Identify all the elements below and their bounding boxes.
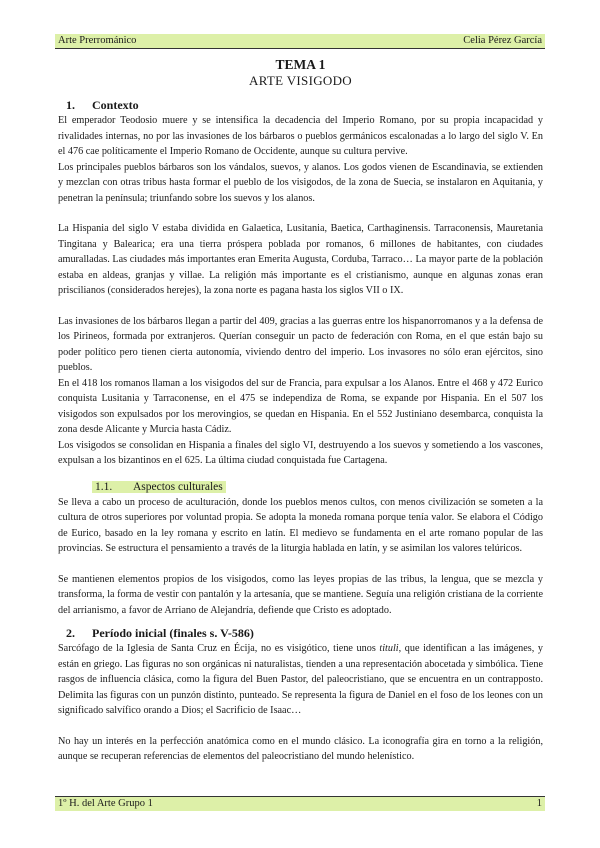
italic-term-tituli: tituli: [379, 643, 399, 654]
section-heading-contexto: [58, 98, 543, 113]
section-number: 2.: [66, 626, 75, 640]
topic-title: ARTE VISIGODO: [249, 73, 352, 88]
page-number: 1: [536, 798, 542, 809]
footer-course-group: 1º H. del Arte Grupo 1: [58, 798, 153, 809]
paragraph: El emperador Teodosio muere y se intensifica la decadencia del Imperio Romano, por su propia incapacidad y rivalidades internas, no por las invasiones de los bárbaros o pueblos germánicos escalonadas a lo largo del siglo V. En el 476 cae políticamente el Imperio Romano de Occidente, aunque su cultura pervive.: [58, 115, 543, 157]
header-author: Celia Pérez García: [463, 35, 542, 46]
page-header: [55, 34, 545, 49]
paragraph: Los principales pueblos bárbaros son los vándalos, suevos, y alanos. Los godos vienen de Escandinavia, se extienden y mezclan con otras tribus hasta formar el pueblo de los visigodos, de la zona de Suecia, se instalaron en Aquitania, y penetran la península; triunfando sobre los suevos y los alanos.: [58, 161, 543, 204]
page-footer: [55, 796, 545, 811]
paragraph: No hay un interés en la perfección anatómica como en el mundo clásico. La iconografía gira en torno a la religión, aunque se recuperan referencias de elementos del paleocristiano del mundo helenístico.: [58, 735, 543, 762]
subsection-title: Aspectos culturales: [133, 480, 223, 493]
paragraph: Los visigodos se consolidan en Hispania a finales del siglo VI, destruyendo a los suevos y sometiendo a los vascones, expulsan a los bizantinos en el 625. La última ciudad conquistada fue Cartagena.: [58, 439, 543, 466]
paragraph: Se mantienen elementos propios de los visigodos, como las leyes propias de las tribus, la lengua, que se mezcla y transforma, la forma de vestir con pantalón y la artesanía, que se mantiene. Seguía una religión cristiana de la corriente del arrianismo, a favor de Arriano de Alejandría, defiende que Cristo es adoptado.: [58, 573, 543, 616]
section-title: Período inicial (finales s. V-586): [92, 626, 254, 640]
header-course-title: Arte Prerrománico: [58, 35, 137, 46]
document-body: [58, 57, 543, 765]
paragraph: Se lleva a cabo un proceso de aculturación, donde los pueblos menos cultos, con menos civilización se someten a la cultura de otros superiores por voluntad propia. Se adopta la moneda romana porque tenía valor. Se elabora el Código de Eurico, basado en la ley romana y escrito en latín. El medievo se fundamenta en el arte romano popular de las provincias. Se estructura el pensamiento a través de la liturgia hablada en latín, y se asimilan los valores telúricos.: [58, 496, 543, 554]
paragraph: Las invasiones de los bárbaros llegan a partir del 409, gracias a las guerras entre los hispanorromanos y a la defensa de los Pirineos, formada por extranjeros. Querían conseguir un pacto de federación con Roma, en el que están bajo su poder político pero tienen cierta autonomía, viviendo dentro del imperio. Los invasores no sólo eran ejércitos, sino pueblos.: [58, 315, 543, 373]
section-title: Contexto: [92, 98, 139, 112]
paragraph: La Hispania del siglo V estaba dividida en Galaetica, Lusitania, Baetica, Carthaginensis. Tarraconensis, Mauretania Tingitana y Balearica; era una tierra próspera poblada por romanos, 6 millones de habitantes, con ciudades amuralladas. Las ciudades más importantes eran Emerita Augusta, Corduba, Tarraco… La mayor parte de la población estaba en aldeas, granjas y villae. La religión más importante es el cristianismo, aunque en algunas zonas eran priscilianos (considerados herejes), la zona norte es pagana hasta los siglos VII o IX.: [58, 223, 543, 296]
subsection-heading-aspectos-culturales: [58, 480, 543, 495]
section-heading-periodo-inicial: [58, 626, 543, 641]
subsection-number: 1.1.: [95, 480, 113, 493]
section-number: 1.: [66, 98, 75, 112]
topic-number: TEMA 1: [275, 57, 326, 72]
paragraph: Sarcófago de la Iglesia de Santa Cruz en Écija, no es visigótico, tiene unos tituli, que identifican a las imágenes, y están en griego. Las figuras no son orgánicas ni naturalistas, tienden a una representación abocetada y simbólica. Tiene rasgos de influencia clásica, como la figura del Buen Pastor, del paleocristiano, que se encuentra en un contrapposto. Delimita las figuras con un punzón distinto, punteado. Se representa la figura de Daniel en el foso de los leones con un significado salvífico orando a Dios; el Sacrificio de Isaac…: [58, 643, 543, 716]
paragraph: En el 418 los romanos llaman a los visigodos del sur de Francia, para expulsar a los Alanos. Entre el 468 y 472 Eurico conquista Lusitania y Tarraconense, en el 475 se independiza de Roma, se expande por Hispania. En el 507 los visigodos son expulsados por los merovingios, se quedan en Hispania. En el 552 Justiniano desembarca, conquista la zona desde Alicante y Murcia hasta Cádiz.: [58, 377, 543, 435]
